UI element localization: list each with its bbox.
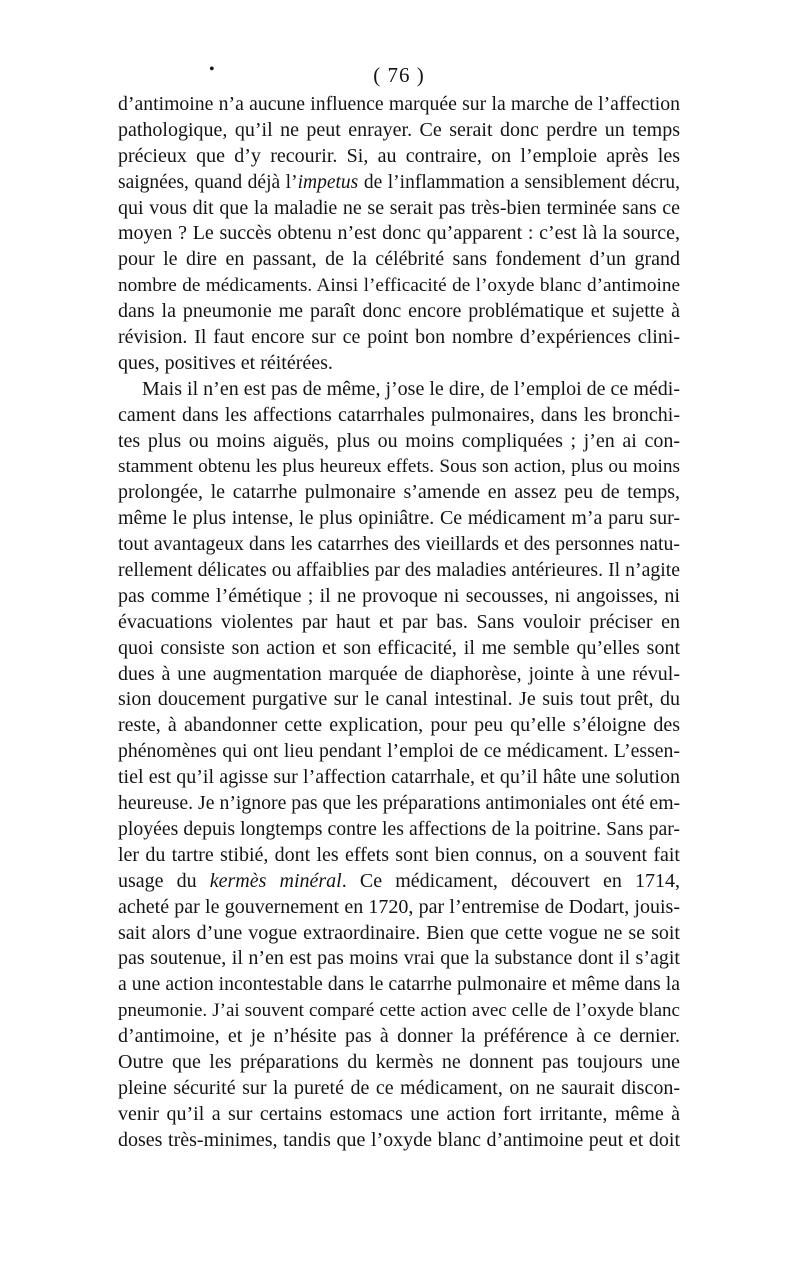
text-line <box>118 817 680 843</box>
text-run: sait alors d’une vogue extraordinaire. Bien que cette vogue ne se soit <box>118 921 680 944</box>
text-line <box>118 454 680 480</box>
text-run: ler du tartre stibié, dont les effets sont bien connus, on a souvent fait <box>118 843 680 866</box>
text-run: usage du <box>118 869 210 892</box>
text-line <box>118 972 680 998</box>
text-run: tout avantageux dans les catarrhes des vieillards et des personnes natu- <box>118 533 680 556</box>
text-line <box>118 1076 680 1102</box>
page <box>118 58 680 1154</box>
text-line <box>118 946 680 972</box>
text-line <box>118 299 680 325</box>
text-line <box>118 170 680 196</box>
text-run: a une action incontestable dans le catarrhe pulmonaire et même dans la <box>118 973 680 996</box>
text-run: pas soutenue, il n’en est pas moins vrai que la substance dont il s’agit <box>118 947 680 970</box>
text-run: précieux que d’y recourir. Si, au contraire, on l’emploie après les <box>118 144 680 167</box>
text-run: révision. Il faut encore sur ce point bon nombre d’expériences clini- <box>118 326 680 349</box>
text-run: quoi consiste son action et son efficacité, il me semble qu’elles sont <box>118 636 680 659</box>
text-run: acheté par le gouvernement en 1720, par l’entremise de Dodart, jouis- <box>118 895 680 918</box>
text-line <box>118 1050 680 1076</box>
text-line <box>118 765 680 791</box>
text-line <box>118 118 680 144</box>
text-line <box>118 869 680 895</box>
text-line <box>118 480 680 506</box>
text-run: stamment obtenu les plus heureux effets. Sous son action, plus ou moins <box>118 456 680 478</box>
text-line <box>118 895 680 921</box>
text-line <box>118 687 680 713</box>
text-run: ployées depuis longtemps contre les affections de la poitrine. Sans par- <box>118 817 680 840</box>
text-line <box>118 144 680 170</box>
text-run: tiel est qu’il agisse sur l’affection catarrhale, et qu’il hâte une solution <box>118 766 680 789</box>
body-text <box>118 92 680 1154</box>
text-line <box>118 713 680 739</box>
text-run: pas comme l’émétique ; il ne provoque ni secousses, ni angoisses, ni <box>118 584 680 607</box>
text-run: doses très-minimes, tandis que l’oxyde blanc d’antimoine peut et doit <box>118 1128 680 1151</box>
text-run: dans la pneumonie me paraît donc encore problématique et sujette à <box>118 300 680 323</box>
text-run: pathologique, qu’il ne peut enrayer. Ce serait donc perdre un temps <box>118 118 680 141</box>
text-run: venir qu’il a sur certains estomacs une action fort irritante, même à <box>118 1102 680 1125</box>
text-run: Outre que les préparations du kermès ne donnent pas toujours une <box>118 1050 680 1073</box>
text-line <box>118 429 680 455</box>
text-line <box>118 247 680 273</box>
text-line <box>118 1024 680 1050</box>
text-run: nombre de médicaments. Ainsi l’efficacité de l’oxyde blanc d’antimoine <box>118 275 680 297</box>
italic-term: kermès minéral <box>209 869 342 892</box>
text-run: ques, positives et réitérées. <box>118 351 333 374</box>
italic-term: impetus <box>297 171 359 193</box>
text-run: pleine sécurité sur la pureté de ce médicament, on ne saurait discon- <box>118 1076 680 1099</box>
text-line <box>118 351 680 377</box>
text-run: prolongée, le catarrhe pulmonaire s’amende en assez peu de temps, <box>118 481 680 504</box>
text-run: cament dans les affections catarrhales pulmonaires, dans les bronchi- <box>118 403 680 426</box>
text-run: . Ce médicament, découvert en 1714, <box>341 869 680 892</box>
text-line <box>118 1102 680 1128</box>
text-line <box>118 921 680 947</box>
text-run: évacuations violentes par haut et par bas. Sans vouloir préciser en <box>118 610 680 633</box>
text-line <box>118 532 680 558</box>
text-run: tes plus ou moins aiguës, plus ou moins compliquées ; j’en ai con- <box>118 429 680 452</box>
text-run: sion doucement purgative sur le canal intestinal. Je suis tout prêt, du <box>118 688 680 711</box>
text-line <box>118 325 680 351</box>
text-run: reste, à abandonner cette explication, pour peu qu’elle s’éloigne des <box>118 714 680 737</box>
text-line <box>118 662 680 688</box>
text-run: rellement délicates ou affaiblies par des maladies antérieures. Il n’agite <box>118 559 680 582</box>
text-run: dues à une augmentation marquée de diaphorèse, jointe à une révul- <box>118 662 680 685</box>
text-line <box>118 791 680 817</box>
text-line <box>118 1128 680 1154</box>
text-run: d’antimoine n’a aucune influence marquée sur la marche de l’affection <box>118 93 680 115</box>
text-run: même le plus intense, le plus opiniâtre. Ce médicament m’a paru sur- <box>118 507 680 530</box>
page-number: ( 76 ) <box>373 63 425 87</box>
text-run: qui vous dit que la maladie ne se serait pas très-bien terminée sans ce <box>118 196 680 219</box>
text-run: de l’inflammation a sensiblement décru, <box>358 171 680 193</box>
text-line <box>118 998 680 1024</box>
text-run: saignées, quand déjà l’ <box>118 171 298 193</box>
text-line <box>118 636 680 662</box>
text-line <box>118 92 680 118</box>
text-line <box>118 377 680 403</box>
text-line <box>118 739 680 765</box>
text-line <box>118 273 680 299</box>
page-header <box>118 58 680 92</box>
text-line <box>118 584 680 610</box>
text-line <box>118 221 680 247</box>
text-run: heureuse. Je n’ignore pas que les préparations antimoniales ont été em- <box>118 792 681 815</box>
text-run: phénomènes qui ont lieu pendant l’emploi de ce médicament. L’essen- <box>118 740 680 763</box>
text-run: d’antimoine, et je n’hésite pas à donner la préférence à ce dernier. <box>118 1025 680 1048</box>
text-line <box>118 558 680 584</box>
text-run: pneumonie. J’ai souvent comparé cette action avec celle de l’oxyde blanc <box>118 1000 680 1022</box>
text-line <box>118 610 680 636</box>
text-run: moyen ? Le succès obtenu n’est donc qu’apparent : c’est là la source, <box>118 222 680 245</box>
printer-mark: • <box>209 61 215 78</box>
text-run: Mais il n’en est pas de même, j’ose le dire, de l’emploi de ce médi- <box>142 377 680 400</box>
text-line <box>118 403 680 429</box>
text-line <box>118 506 680 532</box>
text-line <box>118 196 680 222</box>
text-line <box>118 843 680 869</box>
text-run: pour le dire en passant, de la célébrité sans fondement d’un grand <box>118 248 680 271</box>
